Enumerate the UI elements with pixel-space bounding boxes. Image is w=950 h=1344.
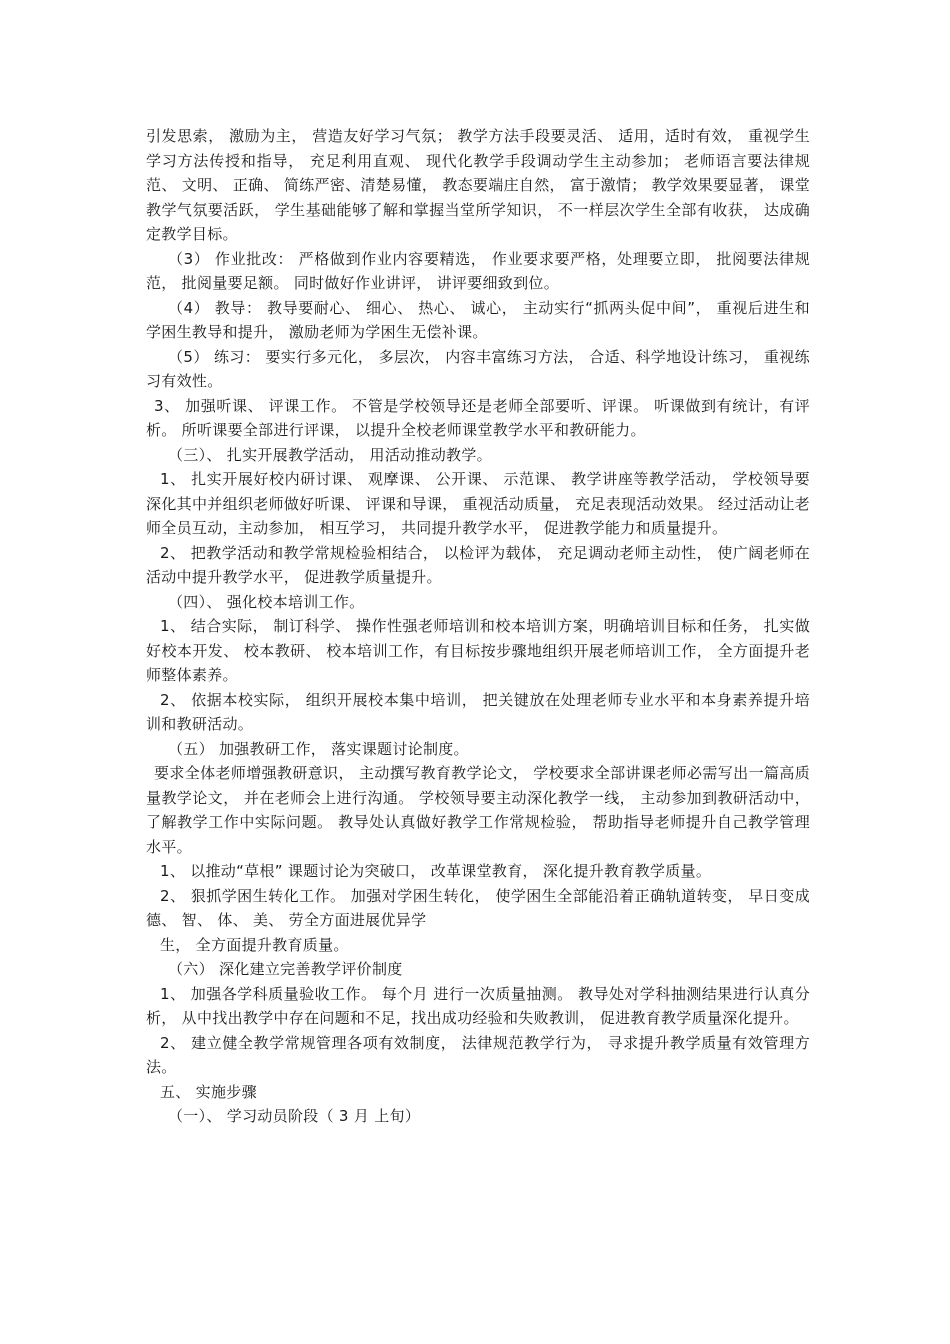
paragraph-lesson-observation: 3、 加强听课、 评课工作。 不管是学校领导还是老师全部要听、评课。 听课做到有统计，有评析。 所听课要全部进行评课， 以提升全校老师课堂教学水平和教研能力。 [146, 396, 810, 439]
document-body [146, 124, 810, 1129]
paragraph-evaluation-2: 2、 建立健全教学常规管理各项有效制度， 法律规范教学行为， 寻求提升教学质量有效管理方法。 [146, 1033, 810, 1076]
paragraph-intro-continued: 引发思索， 激励为主， 营造友好学习气氛； 教学方法手段要灵活、 适用，适时有效， 重视学生学习方法传授和指导， 充足利用直观、 现代化教学手段调动学生主动参加； 老师语言要法律规范、 文明、 正确、 简练严密、清楚易懂， 教态要端庄自然， 富于激情； 教学效果要显著， 课堂教学气氛要活跃， 学生基础能够了解和掌握当堂所学知识， 不一样层次学生全部有收获， 达成确定教学目标。 [146, 127, 810, 243]
paragraph-activity-1: 1、 扎实开展好校内研讨课、 观摩课、 公开课、 示范课、 教学讲座等教学活动， 学校领导要深化其中并组织老师做好听课、 评课和导课， 重视活动质量， 充足表现活动效果。 经过活动让老师全员互动，主动参加， 相互学习， 共同提升教学水平， 促进教学能力和质量提升。 [146, 470, 810, 537]
paragraph-training-1: 1、 结合实际， 制订科学、 操作性强老师培训和校本培训方案，明确培训目标和任务， 扎实做好校本开发、 校本教研、 校本培训工作，有目标按步骤地组织开展老师培训工作， 全方面提升老师整体素养。 [146, 617, 810, 684]
section-heading-teaching-activities: （三）、 扎实开展教学活动， 用活动推动教学。 [168, 445, 492, 464]
paragraph-homework-correction: （3） 作业批改： 严格做到作业内容要精选， 作业要求要严格，处理要立即， 批阅要法律规范， 批阅量要足额。 同时做好作业讲评， 讲评要细致到位。 [146, 249, 810, 292]
subsection-heading-study-stage: （一）、 学习动员阶段（ 3 月 上旬） [168, 1107, 421, 1125]
paragraph-training-2: 2、 依据本校实际， 组织开展校本集中培训， 把关键放在处理老师专业水平和本身素养提升培训和教研活动。 [146, 690, 810, 733]
paragraph-activity-2: 2、 把教学活动和教学常规检验相结合， 以检评为载体， 充足调动老师主动性， 使广阔老师在活动中提升教学水平， 促进教学质量提升。 [146, 543, 810, 586]
section-heading-school-training: （四）、 强化校本培训工作。 [168, 592, 365, 611]
paragraph-research-1: 1、 以推动“草根” 课题讨论为突破口， 改革课堂教育， 深化提升教育教学质量。 [160, 862, 712, 880]
paragraph-practice: （5） 练习： 要实行多元化， 多层次， 内容丰富练习方法， 合适、科学地设计练习， 重视练习有效性。 [146, 347, 810, 390]
paragraph-research-2-continued: 生， 全方面提升教育质量。 [160, 935, 349, 954]
paragraph-tutoring: （4） 教导： 教导要耐心、 细心、 热心、 诚心， 主动实行“抓两头促中间”， 重视后进生和学困生教导和提升， 激励老师为学困生无偿补课。 [146, 298, 810, 341]
section-heading-research: （五） 加强教研工作， 落实课题讨论制度。 [168, 739, 469, 758]
paragraph-research-requirements: 要求全体老师增强教研意识， 主动撰写教育教学论文， 学校要求全部讲课老师必需写出一篇高质量教学论文， 并在老师会上进行沟通。 学校领导要主动深化教学一线， 主动参加到教研活动中， 了解教学工作中实际问题。 教导处认真做好教学工作常规检验， 帮助指导老师提升自己教学管理水平。 [146, 764, 810, 856]
section-heading-evaluation: （六） 深化建立完善教学评价制度 [168, 960, 403, 978]
paragraph-evaluation-1: 1、 加强各学科质量验收工作。 每个月 进行一次质量抽测。 教导处对学科抽测结果进行认真分析， 从中找出教学中存在问题和不足，找出成功经验和失败教训， 促进教育教学质量深化提升。 [146, 984, 810, 1027]
section-heading-implementation: 五、 实施步骤 [160, 1082, 257, 1101]
paragraph-research-2: 2、 狠抓学困生转化工作。 加强对学困生转化， 使学困生全部能沿着正确轨道转变， 早日变成德、 智、 体、 美、 劳全方面进展优异学 [146, 886, 810, 929]
